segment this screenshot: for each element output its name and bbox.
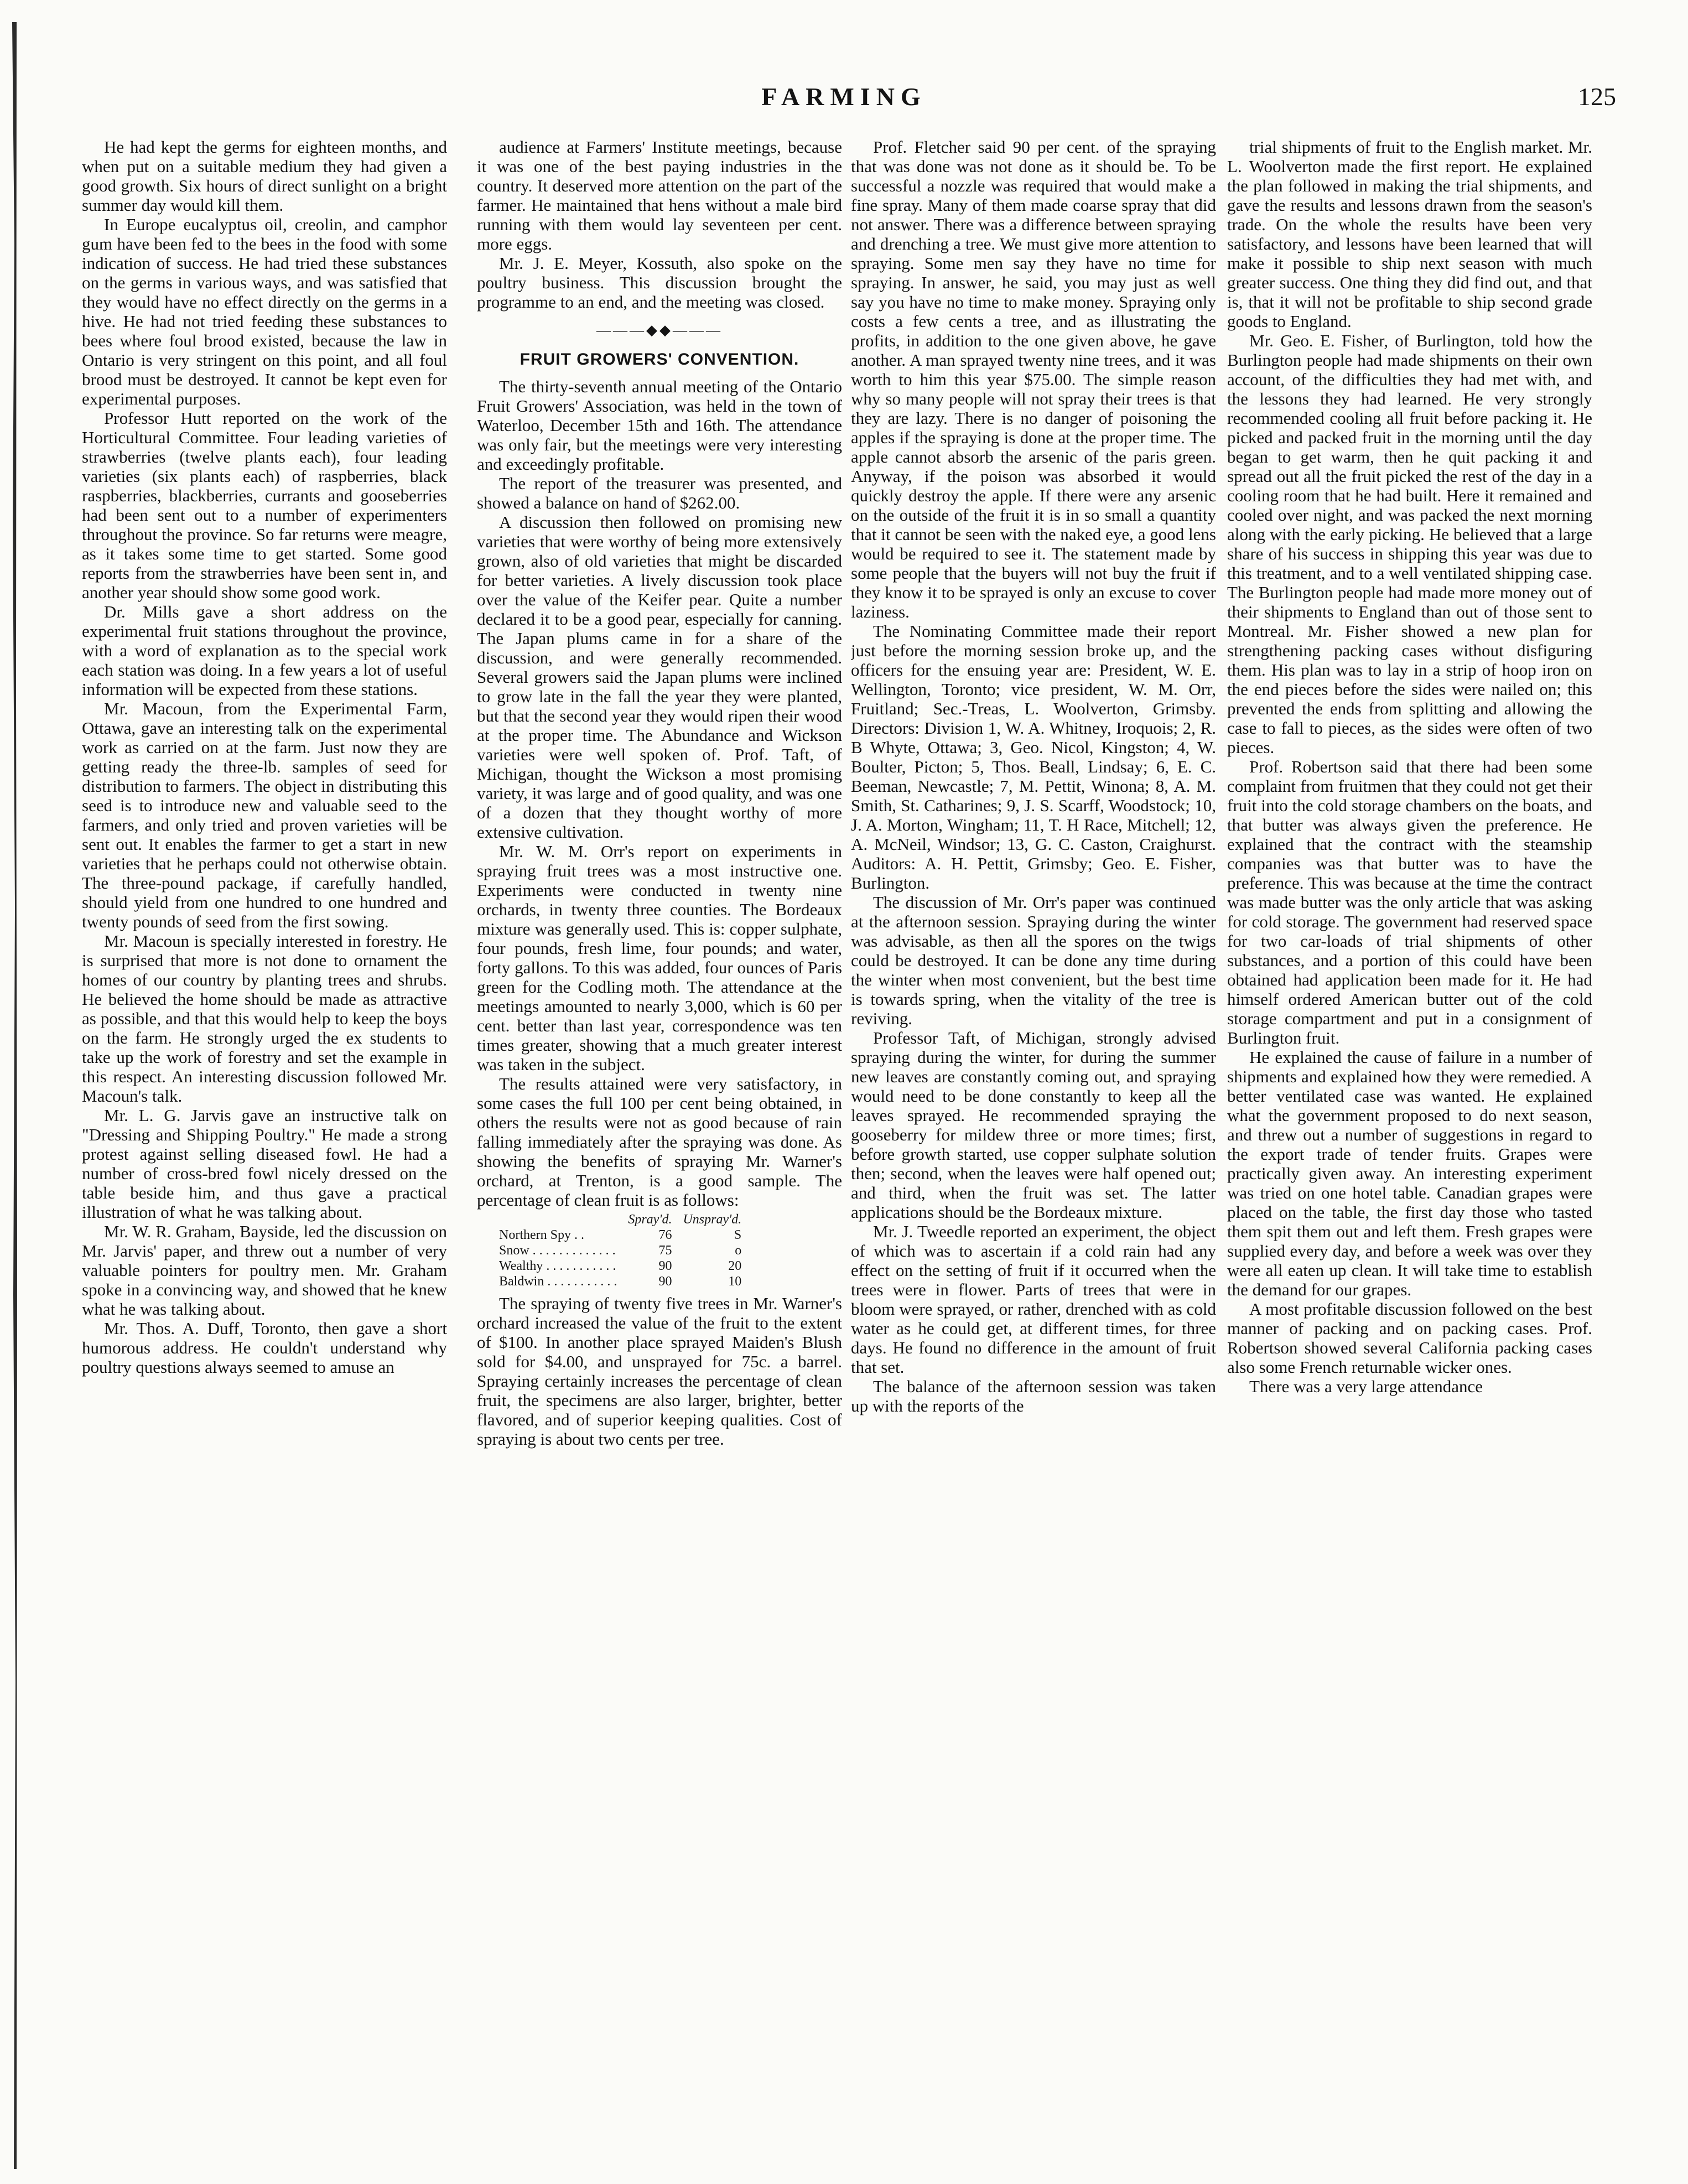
table-row xyxy=(499,1243,747,1258)
page-header xyxy=(0,82,1688,126)
table-header: Spray'd. xyxy=(628,1212,672,1227)
paragraph: The results attained were very satisfactory, in some cases the full 100 per cent being obtained, in others the results were not as good because of rain falling immediately after the spraying was done. As showing the benefits of spraying Mr. Warner's orchard, at Trenton, is a good sample. The percentage of clean fruit is as follows: xyxy=(477,1074,842,1210)
paragraph: Prof. Robertson said that there had been some complaint from fruitmen that they could not get their fruit into the cold storage chambers on the boats, and that butter was always given the preference. He explained that the contract with the steamship companies was that butter was to have the preference. This was because at the time the contract was made butter was the only article that was asking for cold storage. The government had reserved space for two car-loads of trial shipments of other substances, and a portion of this could have been obtained had application been made for it. He had himself ordered American butter out of the cold storage compartment and put in a consignment of Burlington fruit. xyxy=(1227,757,1592,1047)
paragraph: The thirty-seventh annual meeting of the Ontario Fruit Growers' Association, was held in the town of Waterloo, December 15th and 16th. The attendance was only fair, but the meetings were very interesting and exceedingly profitable. xyxy=(477,377,842,474)
spray-results-table xyxy=(499,1212,747,1289)
paragraph: Professor Hutt reported on the work of the Horticultural Committee. Four leading varieties of strawberries (twelve plants each), four leading varieties (six plants each) of raspberries, black raspberries, blackberries, currants and gooseberries had been sent out to a number of experimenters throughout the province. So far returns were meagre, as it takes some time to get started. Some good reports from the strawberries have been sent in, and another year should show some good work. xyxy=(82,408,447,602)
paragraph: In Europe eucalyptus oil, creolin, and camphor gum have been fed to the bees in the food with some indication of success. He had tried these substances on the germs in various ways, and was satisfied that they would have no effect directly on the germs in a hive. He had not tried feeding these substances to bees where foul brood existed, because the law in Ontario is very stringent on this point, and all foul brood must be destroyed. It cannot be kept even for experimental purposes. xyxy=(82,215,447,408)
variety-name: Wealthy . . . . . . . . . . . xyxy=(499,1259,616,1273)
column-3 xyxy=(851,137,1216,2168)
table-header: Unspray'd. xyxy=(683,1212,742,1227)
table-row xyxy=(499,1258,747,1274)
paragraph: Mr. Macoun, from the Experimental Farm, Ottawa, gave an interesting talk on the experimental work as carried on at the farm. Just now they are getting ready the three-lb. samples of seed for distribution to farmers. The object in distributing this seed is to introduce new and valuable seed to the farmers, and only tried and proven varieties will be sent out. It enables the farmer to get a start in new varieties that he perhaps could not otherwise obtain. The three-pound package, if carefully handled, should yield from one hundred to one hundred and twenty pounds of seed from the first sowing. xyxy=(82,699,447,931)
column-2 xyxy=(477,137,842,2168)
paragraph: audience at Farmers' Institute meetings, because it was one of the best paying industries in the country. It deserved more attention on the part of the farmer. He maintained that hens without a male bird running with them would lay seventeen per cent. more eggs. xyxy=(477,137,842,253)
sprayed-value: 90 xyxy=(658,1274,672,1289)
running-head-title: FARMING xyxy=(761,82,927,111)
paragraph: He explained the cause of failure in a number of shipments and explained how they were remedied. A better ventilated case was wanted. He explained what the government proposed to do next season, and threw out a number of suggestions in regard to the export trade of tender fruits. Grapes were practically given away. An interesting experiment was tried on one hotel table. Canadian grapes were placed on the table, the first day those who tasted them spit them out and left them. Fresh grapes were supplied every day, and before a week was over they were all eaten up clean. It will take time to establish the demand for our grapes. xyxy=(1227,1047,1592,1299)
sprayed-value: 75 xyxy=(658,1243,672,1258)
variety-name: Snow . . . . . . . . . . . . . xyxy=(499,1243,616,1258)
variety-name: Baldwin . . . . . . . . . . . xyxy=(499,1274,617,1289)
table-header xyxy=(499,1212,622,1227)
scanned-page-edge xyxy=(10,22,18,2169)
paragraph: Mr. Geo. E. Fisher, of Burlington, told how the Burlington people had made shipments on their own account, of the difficulties they had met with, and the lessons they had learned. He very strongly recommended cooling all fruit before packing it. He picked and packed fruit in the morning until the day began to get warm, then he quit packing it and spread out all the fruit picked the rest of the day in a cooling room that he had built. Here it remained and cooled over night, and was packed the next morning along with the early picking. He believed that a large share of his success in shipping this year was due to this treatment, and to a well ventilated shipping case. The Burlington people had made more money out of their shipments to England than out of those sent to Montreal. Mr. Fisher showed a new plan for strengthening packing cases without disfiguring them. His plan was to lay in a strip of hoop iron on the end pieces before the sides were nailed on; this prevented the ends from splitting and allowing the case to fall to pieces, as the sides were often of two pieces. xyxy=(1227,331,1592,757)
paragraph: The Nominating Committee made their report just before the morning session broke up, and the officers for the ensuing year are: President, W. E. Wellington, Toronto; vice president, W. M. Orr, Fruitland; Sec.-Treas, L. Woolverton, Grimsby. Directors: Division 1, W. A. Whitney, Iroquois; 2, R. B Whyte, Ottawa; 3, Geo. Nicol, Kingston; 4, W. Boulter, Picton; 5, Thos. Beall, Lindsay; 6, E. C. Beeman, Newcastle; 7, M. Pettit, Winona; 8, A. M. Smith, St. Catharines; 9, J. S. Scarff, Woodstock; 10, J. A. Morton, Wingham; 11, T. H Race, Mitchell; 12, A. McNeil, Windsor; 13, G. C. Caston, Craighurst. Auditors: A. H. Pettit, Grimsby; Geo. E. Fisher, Burlington. xyxy=(851,621,1216,893)
paragraph: Prof. Fletcher said 90 per cent. of the spraying that was done was not done as it should be. To be successful a nozzle was required that would make a fine spray. Many of them made coarse spray that did not answer. There was a difference between spraying and drenching a tree. We must give more attention to spraying. Some men say they have no time for spraying. In answer, he said, you may just as well say you have no time to make money. Spraying only costs a few cents a tree, and as illustrating the profits, in addition to the one given above, he gave another. A man sprayed twenty nine trees, and it was worth to him this year $75.00. The simple reason why so many people will not spray their trees is that they are lazy. There is no danger of poisoning the apples if the spraying is done at the proper time. The apple cannot absorb the arsenic of the paris green. Anyway, if the poison was absorbed it would quickly destroy the apple. If there were any arsenic on the outside of the fruit it is in so small a quantity that it cannot be seen with the naked eye, a good lens would be required to see it. The statement made by some people that the buyers will not buy the fruit if they know it to be sprayed is only an excuse to cover laziness. xyxy=(851,137,1216,621)
paragraph: The discussion of Mr. Orr's paper was continued at the afternoon session. Spraying during the winter was advisable, as then all the spores on the twigs could be destroyed. It can be done any time during the winter when most convenient, but the best time is towards spring, when the vitality of the tree is reviving. xyxy=(851,893,1216,1028)
paragraph: He had kept the germs for eighteen months, and when put on a suitable medium they had given a good growth. Six hours of direct sunlight on a bright summer day would kill them. xyxy=(82,137,447,215)
paragraph: A most profitable discussion followed on the best manner of packing and on packing cases. Prof. Robertson showed several California packing cases also some French returnable wicker ones. xyxy=(1227,1299,1592,1377)
paragraph: Mr. J. Tweedle reported an experiment, the object of which was to ascertain if a cold rain had any effect on the setting of fruit if it occurred when the trees were in flower. Parts of trees that were in bloom were sprayed, or rather, drenched with as cold water as he could get, at different times, for three days. He found no difference in the amount of fruit that set. xyxy=(851,1222,1216,1377)
paragraph: Dr. Mills gave a short address on the experimental fruit stations throughout the province, with a word of explanation as to the special work each station was doing. In a few years a lot of useful information will be expected from these stations. xyxy=(82,602,447,699)
column-4 xyxy=(1227,137,1592,2168)
sprayed-value: 90 xyxy=(658,1259,672,1273)
paragraph: Professor Taft, of Michigan, strongly advised spraying during the winter, for during the summer new leaves are constantly coming out, and spraying would need to be done constantly to keep all the leaves sprayed. He recommended spraying the gooseberry for mildew three or more times; first, before growth started, use copper sulphate solution then; second, when the leaves were half opened out; and third, when the fruit was set. The latter applications should be the Bordeaux mixture. xyxy=(851,1028,1216,1222)
table-row xyxy=(499,1274,747,1289)
paragraph: A discussion then followed on promising new varieties that were worthy of being more extensively grown, also of old varieties that might be discarded for better varieties. A lively discussion took place over the value of the Keifer pear. Quite a number declared it to be a good pear, especially for canning. The Japan plums came in for a share of the discussion, and were generally recommended. Several growers said the Japan plums were inclined to grow late in the fall the year they were planted, but that the second year they would ripen their wood at the proper time. The Abundance and Wickson varieties were well spoken of. Prof. Taft, of Michigan, thought the Wickson a most promising variety, it was large and of good quality, and was one of a dozen that they thought worthy of more extensive cultivation. xyxy=(477,512,842,842)
paragraph: Mr. Macoun is specially interested in forestry. He is surprised that more is not done to ornament the homes of our country by planting trees and shrubs. He believed the home should be made as attractive as possible, and that this would help to keep the boys on the farm. He strongly urged the ex students to take up the work of forestry and set the example in this respect. An interesting discussion followed Mr. Macoun's talk. xyxy=(82,931,447,1106)
paragraph: There was a very large attendance xyxy=(1249,1377,1483,1396)
paragraph: The balance of the afternoon session was taken up with the reports of the xyxy=(851,1377,1216,1415)
unsprayed-value: 10 xyxy=(728,1274,742,1289)
paragraph: trial shipments of fruit to the English market. Mr. L. Woolverton made the first report. He explained the plan followed in making the trial shipments, and gave the results and lessons drawn from the season's trade. On the whole the results have been very satisfactory, and lessons have been learned that will make it possible to ship next season with much greater success. One thing they did find out, and that is, that it will not be profitable to ship second grade goods to England. xyxy=(1227,137,1592,331)
paragraph: Mr. Thos. A. Duff, Toronto, then gave a short humorous address. He couldn't understand why poultry questions always seemed to amuse an xyxy=(82,1319,447,1377)
table-header-row xyxy=(499,1212,747,1227)
page-number: 125 xyxy=(1578,82,1616,111)
unsprayed-value: S xyxy=(734,1228,742,1242)
table-row xyxy=(499,1227,747,1243)
unsprayed-value: 20 xyxy=(728,1259,742,1273)
paragraph: Mr. W. M. Orr's report on experiments in spraying fruit trees was a most instructive one. Experiments were conducted in twenty nine orchards, in twenty three counties. The Bordeaux mixture was generally used. This is: copper sulphate, four pounds, fresh lime, four pounds; and water, forty gallons. To this was added, four ounces of Paris green for the Codling moth. The attendance at the meetings amounted to nearly 3,000, which is 60 per cent. better than last year, correspondence was ten times greater, showing that a much greater interest was taken in the subject. xyxy=(477,842,842,1074)
section-divider: ———◆◆——— xyxy=(596,322,723,338)
column-1 xyxy=(82,137,447,2168)
paragraph: The report of the treasurer was presented, and showed a balance on hand of $262.00. xyxy=(477,474,842,512)
unsprayed-value: o xyxy=(735,1243,742,1258)
section-heading: FRUIT GROWERS' CONVENTION. xyxy=(520,350,799,369)
paragraph: The spraying of twenty five trees in Mr. Warner's orchard increased the value of the fruit to the extent of $100. In another place sprayed Maiden's Blush sold for $4.00, and unsprayed for 75c. a barrel. Spraying certainly increases the percentage of clean fruit, the specimens are also larger, brighter, better flavored, and of superior keeping qualities. Cost of spraying is about two cents per tree. xyxy=(477,1294,842,1449)
sprayed-value: 76 xyxy=(658,1228,672,1242)
paragraph: Mr. W. R. Graham, Bayside, led the discussion on Mr. Jarvis' paper, and threw out a number of very valuable pointers for poultry men. Mr. Graham spoke in a convincing way, and showed that he knew what he was talking about. xyxy=(82,1222,447,1319)
paragraph: Mr. L. G. Jarvis gave an instructive talk on "Dressing and Shipping Poultry." He made a strong protest against selling diseased fowl. He had a number of cross-bred fowl nicely dressed on the table beside him, and thus gave a practical illustration of what he was talking about. xyxy=(82,1106,447,1222)
variety-name: Northern Spy . . xyxy=(499,1228,584,1242)
paragraph: Mr. J. E. Meyer, Kossuth, also spoke on the poultry business. This discussion brought the programme to an end, and the meeting was closed. xyxy=(477,253,842,312)
